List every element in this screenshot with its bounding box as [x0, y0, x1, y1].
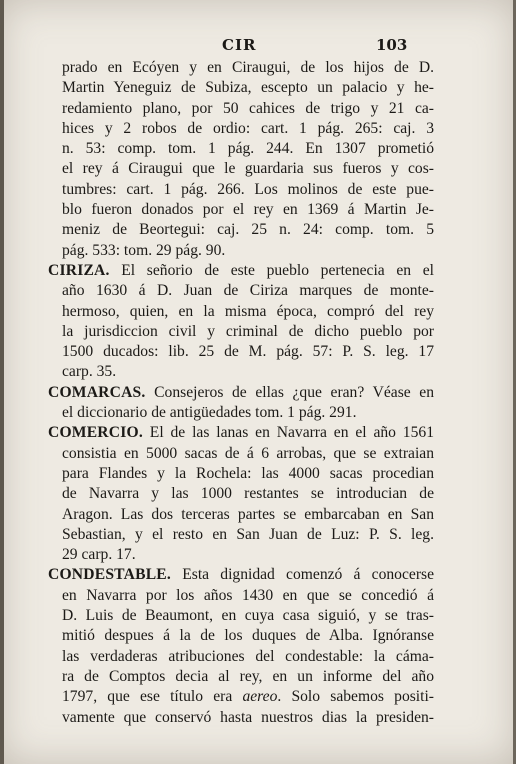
entry-comercio: [48, 423, 434, 565]
running-head: [0, 36, 516, 56]
text-line: año 1630 á D. Juan de Ciriza marques de monte-: [62, 282, 434, 300]
text-line: 29 carp. 17.: [62, 546, 136, 564]
text-line: la jurisdiccion civil y criminal de dicho pueblo por: [62, 322, 434, 340]
entry-headword: COMARCAS.: [48, 383, 146, 401]
text-line: D. Luis de Beaumont, en cuya casa siguió, y se tras-: [62, 607, 434, 625]
entry-comarcas: [48, 383, 434, 424]
text-line: meniz de Beortegui: caj. 25 n. 24: comp. tom. 5: [62, 221, 434, 239]
text-line: las verdaderas atribuciones del condestable: la cáma-: [62, 647, 434, 665]
entry-headword: COMERCIO.: [48, 424, 143, 442]
text-line: n. 53: comp. tom. 1 pág. 244. En 1307 prometió: [62, 140, 434, 158]
page-number: 103: [376, 36, 408, 54]
text-line: en Navarra por los años 1430 en que se concedió á: [62, 586, 434, 604]
entry-headword: CIRIZA.: [48, 261, 110, 279]
text-line: Sebastian, y el resto en San Juan de Luz: P. S. leg.: [62, 525, 434, 543]
text-line: de Navarra y las 1000 restantes se introducian de: [62, 485, 434, 503]
entry-first-line: [48, 565, 434, 585]
entry-headword: CONDESTABLE.: [48, 566, 171, 584]
text-line: 1797, que ese título era aereo. Solo sabemos positi-: [62, 688, 434, 706]
text-line: 1500 ducados: lib. 25 de M. pág. 57: P. S. leg. 17: [62, 343, 434, 361]
entry-ciriza: [48, 261, 434, 383]
entry-cirauqui-continuation: [62, 58, 434, 261]
entry-first-line: [48, 261, 434, 281]
entry-text: Consejeros de ellas ¿que eran? Véase en: [154, 383, 434, 401]
text-line: Martin Yeneguiz de Subiza, escepto un palacio y he-: [62, 79, 434, 97]
text-line: Aragon. Las dos terceras partes se embarcaban en San: [62, 505, 434, 523]
page-edge-left: [0, 0, 4, 764]
text-line: para Flandes y la Rochela: las 4000 sacas procedian: [62, 464, 434, 482]
body-text: [48, 58, 434, 728]
text-line: hermoso, quien, en la misma época, compró del rey: [62, 302, 434, 320]
text-line: mitió despues á la de los duques de Alba. Ignóranse: [62, 627, 434, 645]
entry-condestable: [48, 565, 434, 727]
text-line: carp. 35.: [62, 363, 117, 381]
entry-text: Esta dignidad comenzó á conocerse: [182, 566, 434, 584]
entry-first-line: [48, 423, 434, 443]
text-line: hices y 2 robos de ordio: cart. 1 pág. 265: caj. 3: [62, 119, 434, 137]
text-line: el diccionario de antigüedades tom. 1 pág. 291.: [62, 404, 357, 422]
text-line: consistia en 5000 sacas de á 6 arrobas, que se extraian: [62, 444, 434, 462]
text-line: tumbres: cart. 1 pág. 266. Los molinos de este pue-: [62, 180, 434, 198]
running-head-title: CIR: [222, 36, 257, 54]
text-line: pág. 533: tom. 29 pág. 90.: [62, 241, 226, 259]
entry-first-line: [48, 383, 434, 403]
entry-text: El de las lanas en Navarra en el año 1561: [149, 424, 434, 442]
entry-text: El señorio de este pueblo pertenecia en el: [121, 261, 434, 279]
text-line: redamiento plano, por 50 cahices de trigo y 21 ca-: [62, 99, 434, 117]
text-line: el rey á Ciraugui que le guardaria sus fueros y cos-: [62, 160, 434, 178]
text-line: ra de Comptos decia al rey, en un informe del año: [62, 667, 434, 685]
text-line: prado en Ecóyen y en Ciraugui, de los hijos de D.: [62, 59, 434, 76]
text-line: blo fueron donados por el rey en 1369 á Martin Je-: [62, 201, 434, 219]
text-line: vamente que conservó hasta nuestros dias la presiden-: [62, 708, 434, 726]
